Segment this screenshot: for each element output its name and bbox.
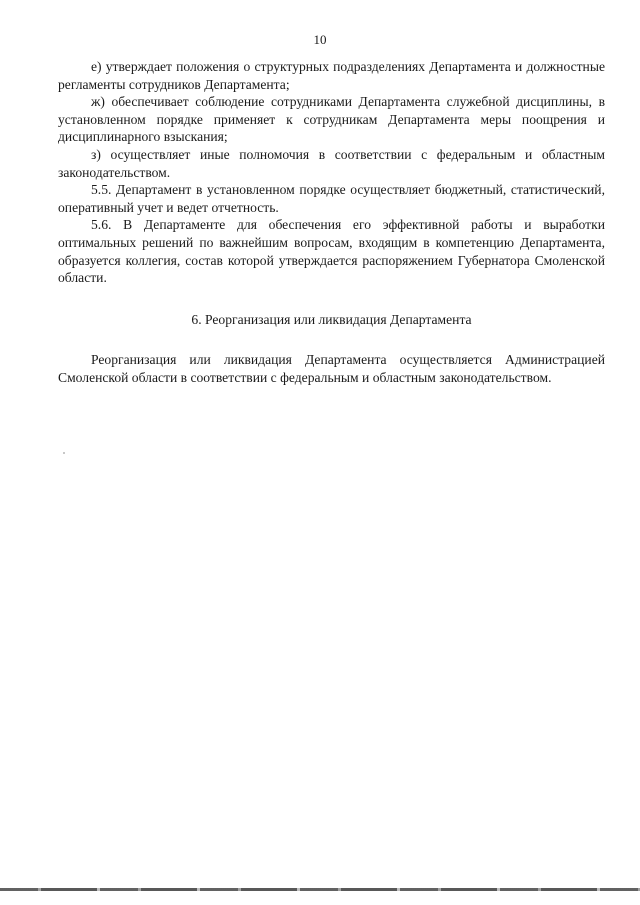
scan-edge-line [0,888,640,891]
paragraph-6: Реорганизация или ликвидация Департамента осуществляется Администрацией Смоленской области в соответствии с федеральным и областным законодательством. [58,352,605,385]
page-number: 10 [313,32,327,47]
paragraph-5-6: 5.6. В Департаменте для обеспечения его эффективной работы и выработки оптимальных решений по важнейшим вопросам, входящим в компетенцию Департамента, образуется коллегия, состав которой утверждается распоряжением Губернатора Смоленской области. [58,217,605,286]
paragraph-5-5: 5.5. Департамент в установленном порядке осуществляет бюджетный, статистический, оперативный учет и ведет отчетность. [58,182,605,215]
paragraph-item-zh: ж) обеспечивает соблюдение сотрудниками Департамента служебной дисциплины, в установленном порядке применяет к сотрудникам Департамента меры поощрения и дисциплинарного взыскания; [58,94,605,145]
paragraph-item-e: е) утверждает положения о структурных подразделениях Департамента и должностные регламенты сотрудников Департамента; [58,59,605,92]
document-body [58,58,605,387]
section-6-heading: 6. Реорганизация или ликвидация Департамента [191,311,472,327]
scan-speck [63,452,65,454]
paragraph-item-z: з) осуществляет иные полномочия в соответствии с федеральным и областным законодательством. [58,146,605,180]
